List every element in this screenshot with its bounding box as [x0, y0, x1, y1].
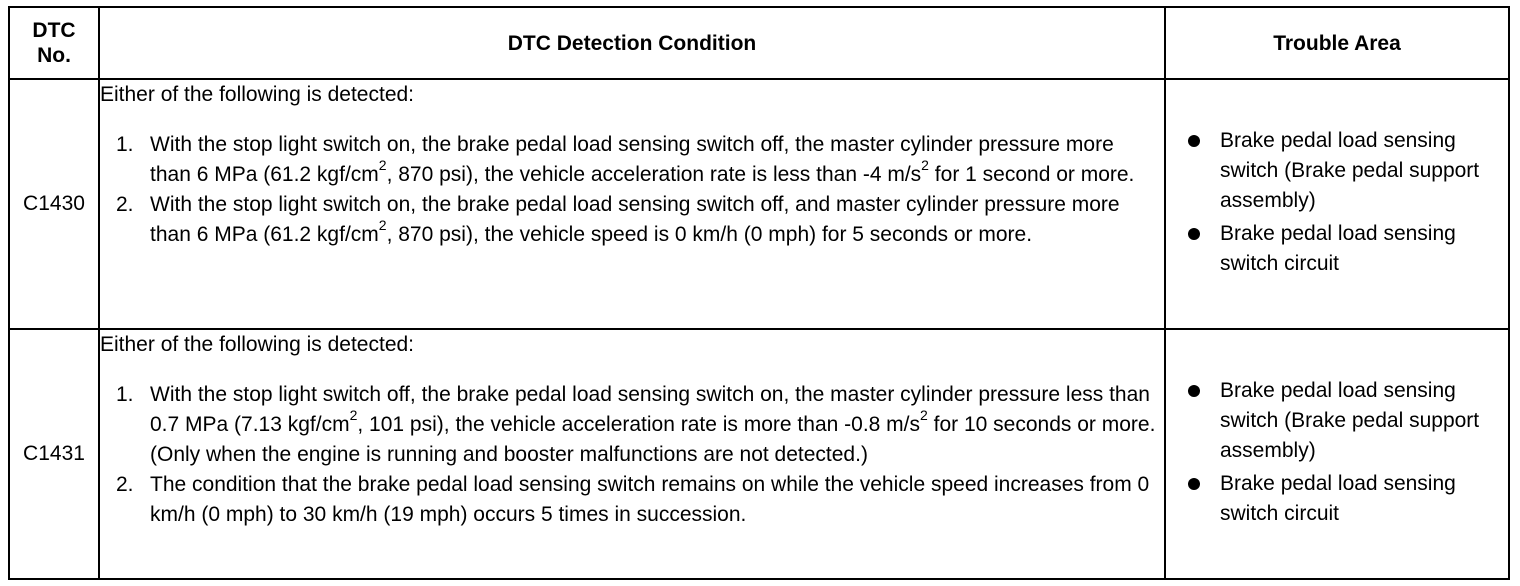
- superscript: 2: [920, 407, 928, 423]
- condition-number: 1.: [116, 383, 134, 406]
- dtc-code: C1431: [9, 329, 99, 579]
- condition-item: [100, 380, 1164, 470]
- condition-item: [100, 190, 1164, 250]
- header-row: [9, 7, 1509, 79]
- trouble-area-item: [1166, 126, 1508, 216]
- condition-text: for 10 seconds or more. (Only when the engine is running and booster malfunctions are not detected.): [150, 413, 1156, 466]
- condition-number: 1.: [116, 133, 134, 156]
- condition-intro: Either of the following is detected:: [100, 333, 415, 356]
- header-dtc-no-line2: No.: [37, 44, 71, 67]
- superscript: 2: [921, 157, 929, 173]
- condition-item: [100, 470, 1164, 530]
- trouble-area-item: [1166, 469, 1508, 529]
- condition-number: 2.: [116, 193, 134, 216]
- condition-text: With the stop light switch off, the brake pedal load sensing switch on, the master cylinder pressure less than 0.7 MPa (7.13 kgf/cm: [150, 383, 1150, 436]
- superscript: 2: [378, 157, 387, 173]
- condition-text: With the stop light switch on, the brake pedal load sensing switch off, and master cylinder pressure more than 6 MPa (61.2 kgf/cm: [150, 193, 1120, 246]
- condition-list: [100, 380, 1164, 530]
- detection-condition: [99, 79, 1165, 329]
- bullet-icon: [1188, 135, 1200, 147]
- dtc-code: C1430: [9, 79, 99, 329]
- superscript: 2: [349, 407, 358, 423]
- detection-condition: [99, 329, 1165, 579]
- trouble-area-text: Brake pedal load sensing switch circuit: [1220, 222, 1456, 275]
- superscript: 2: [378, 217, 387, 233]
- condition-text: , 101 psi), the vehicle acceleration rate is more than -0.8 m/s: [357, 413, 920, 436]
- condition-text: for 1 second or more.: [928, 163, 1135, 186]
- trouble-area-list: [1166, 126, 1508, 279]
- condition-text: The condition that the brake pedal load sensing switch remains on while the vehicle speed increases from 0 km/h (0 mph) to 30 km/h (19 mph) occurs 5 times in succession.: [150, 473, 1150, 526]
- table-row: [9, 329, 1509, 579]
- bullet-icon: [1188, 478, 1200, 490]
- trouble-area-item: [1166, 219, 1508, 279]
- dtc-table: [8, 6, 1510, 580]
- bullet-icon: [1188, 228, 1200, 240]
- header-dtc-no: [9, 7, 99, 79]
- trouble-area-text: Brake pedal load sensing switch (Brake pedal support assembly): [1220, 129, 1480, 212]
- header-condition: DTC Detection Condition: [99, 7, 1165, 79]
- trouble-area-item: [1166, 376, 1508, 466]
- condition-text: , 870 psi), the vehicle acceleration rate is less than -4 m/s: [386, 163, 922, 186]
- trouble-area-text: Brake pedal load sensing switch (Brake pedal support assembly): [1220, 379, 1480, 462]
- trouble-area-text: Brake pedal load sensing switch circuit: [1220, 472, 1456, 525]
- bullet-icon: [1188, 385, 1200, 397]
- condition-intro: Either of the following is detected:: [100, 83, 415, 106]
- trouble-area-list: [1166, 376, 1508, 529]
- header-dtc-no-line1: DTC: [32, 19, 76, 42]
- condition-number: 2.: [116, 473, 134, 496]
- trouble-area: [1165, 79, 1509, 329]
- header-trouble-area: Trouble Area: [1165, 7, 1509, 79]
- condition-list: [100, 130, 1164, 250]
- condition-text: , 870 psi), the vehicle speed is 0 km/h (0 mph) for 5 seconds or more.: [386, 223, 1033, 246]
- trouble-area: [1165, 329, 1509, 579]
- condition-item: [100, 130, 1164, 190]
- condition-text: With the stop light switch on, the brake pedal load sensing switch off, the master cylinder pressure more than 6 MPa (61.2 kgf/cm: [150, 133, 1114, 186]
- table-row: [9, 79, 1509, 329]
